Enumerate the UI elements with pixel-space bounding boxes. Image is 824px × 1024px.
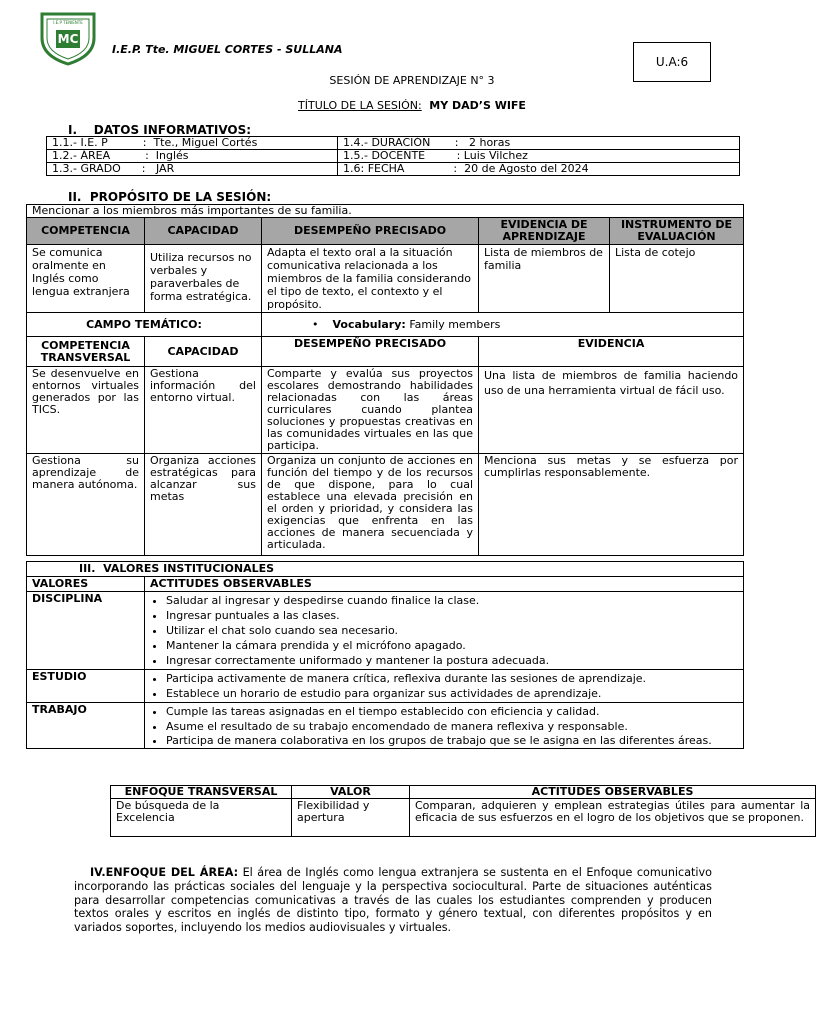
header-capacidad: CAPACIDAD [145,218,262,245]
list-item: • Asume el resultado de su trabajo encomendado de manera reflexiva y responsable. [166,719,738,734]
actitudes-estudio [145,670,744,703]
cell-competencia: Se comunica oralmente en Inglés como lengua extranjera [27,245,145,313]
header-valor: VALOR [292,786,410,799]
datos-row [47,150,740,163]
list-item: • Participa de manera colaborativa en los grupos de trabajo que se le asigna en las diferentes áreas. [166,734,738,747]
cell-evidencia: Lista de miembros de familia [479,245,610,313]
enfoque-cell: Flexibilidad y apertura [292,799,410,837]
school-name: I.E.P. Tte. MIGUEL CORTES - SULLANA [112,43,343,56]
valor-estudio: ESTUDIO [27,670,145,703]
list-item: • Saludar al ingresar y despedirse cuando finalice la clase. [166,593,738,608]
datos-heading: I. DATOS INFORMATIVOS: [68,123,252,137]
header-actitudes: ACTITUDES OBSERVABLES [145,577,744,592]
proposito-heading: II. PROPÓSITO DE LA SESIÓN: [68,190,272,204]
actitudes-disciplina [145,592,744,670]
enfoque-cell: De búsqueda de la Excelencia [111,799,292,837]
datos-cell: 1.4.- DURACIÓN : 2 horas [338,137,740,150]
enfoque-area-heading: IV.ENFOQUE DEL ÁREA: [90,866,239,879]
campo-tematico-value [262,313,744,337]
enfoque-area-text: El área de Inglés como lengua extranjera se sustenta en el Enfoque comunicativo incorporando las prácticas sociales del lenguaje y la perspectiva sociocultural. Parte de situaciones auténticas para desarrollar competencias comunicativas a través de las cuales los estudiantes comprenden y producen textos orales y escritos en inglés de distinto tipo, formato y género textual, con diferentes propósitos y en variados soportes, incluyendo los medios audiovisuales y virtuales. [74,866,713,935]
cell-capacidad: Utiliza recursos no verbales y paraverbales de forma estratégica. [145,245,262,313]
list-item: • Utilizar el chat solo cuando sea necesario. [166,623,738,638]
header-desempeno-2: DESEMPEÑO PRECISADO [262,337,479,367]
list-item: • Mantener la cámara prendida y el micrófono apagado. [166,638,738,653]
trans-cell: Menciona sus metas y se esfuerza por cumplirlas responsablemente. [479,454,744,556]
trans-cell: Una lista de miembros de familia haciendo uso de una herramienta virtual de fácil uso. [479,367,744,454]
header-instrumento: INSTRUMENTO DE EVALUACIÓN [610,218,744,245]
vocab-value: Family members [409,317,501,331]
trans-cell: Organiza un conjunto de acciones en función del tiempo y de los recursos de que dispone, para lo cual establece una elevada precisión en el orden y prioridad, y considera las exigencias que enfrenta en las acciones de manera secuenciada y articulada. [262,454,479,556]
header-enfoque: ENFOQUE TRANSVERSAL [111,786,292,799]
trans-cell: Organiza acciones estratégicas para alcanzar sus metas [145,454,262,556]
proposito-table [26,204,744,556]
valores-heading: III. VALORES INSTITUCIONALES [27,562,744,577]
enfoque-cell: Comparan, adquieren y emplean estrategias útiles para aumentar la eficacia de sus esfuerzos en el logro de los objetivos que se proponen. [410,799,816,837]
trans-cell: Se desenvuelve en entornos virtuales generados por las TICS. [27,367,145,454]
trans-cell: Gestiona su aprendizaje de manera autónoma. [27,454,145,556]
logo-label: I.E.P TENIENTE [53,20,83,25]
valor-disciplina: DISCIPLINA [27,592,145,670]
header-evidencia: EVIDENCIA DE APRENDIZAJE [479,218,610,245]
proposito-intro: Mencionar a los miembros más importantes de su familia. [27,205,744,218]
valores-table [26,561,744,749]
header-actitudes-2: ACTITUDES OBSERVABLES [410,786,816,799]
header-valores: VALORES [27,577,145,592]
logo-monogram: MC [57,32,79,46]
datos-cell: 1.2.- ÁREA : Inglés [47,150,338,163]
cell-instrumento: Lista de cotejo [610,245,744,313]
datos-row [47,137,740,150]
datos-table [46,136,740,176]
enfoque-area [74,866,712,935]
valor-trabajo: TRABAJO [27,703,145,749]
list-item: • Establece un horario de estudio para organizar sus actividades de aprendizaje. [166,686,738,701]
header-capacidad-2: CAPACIDAD [145,337,262,367]
datos-row [47,163,740,176]
actitudes-trabajo [145,703,744,749]
header-comp-transversal: COMPETENCIA TRANSVERSAL [27,337,145,367]
datos-cell: 1.5.- DOCENTE : Luis Vilchez [338,150,740,163]
unit-label: U.A:6 [655,55,689,69]
vocab-label: Vocabulary: [332,317,406,331]
list-item: • Ingresar puntuales a las clases. [166,608,738,623]
trans-cell: Comparte y evalúa sus proyectos escolares demostrando habilidades relacionadas con las áreas curriculares cuando plantea soluciones y propuestas creativas en las comunidades virtuales en las que participa. [262,367,479,454]
session-title-label: TÍTULO DE LA SESIÓN: [298,99,422,112]
datos-cell: 1.3.- GRADO : JAR [47,163,338,176]
datos-cell: 1.1.- I.E. P : Tte., Miguel Cortés [47,137,338,150]
session-title-value: MY DAD’S WIFE [429,99,526,112]
bullet-icon: • [312,317,319,331]
header-evidencia-2: EVIDENCIA [479,337,744,367]
cell-desempeno: Adapta el texto oral a la situación comunicativa relacionada a los miembros de la familia considerando el tipo de texto, el contexto y el propósito. [262,245,479,313]
header-competencia: COMPETENCIA [27,218,145,245]
session-title [0,99,824,112]
enfoque-table-wrap [110,785,810,837]
list-item: • Ingresar correctamente uniformado y mantener la postura adecuada. [166,653,738,668]
list-item: • Cumple las tareas asignadas en el tiempo establecido con eficiencia y calidad. [166,704,738,719]
header-desempeno: DESEMPEÑO PRECISADO [262,218,479,245]
campo-tematico-label: CAMPO TEMÁTICO: [27,313,262,337]
trans-cell: Gestiona información del entorno virtual. [145,367,262,454]
datos-cell: 1.6: FECHA : 20 de Agosto del 2024 [338,163,740,176]
list-item: • Participa activamente de manera crítica, reflexiva durante las sesiones de aprendizaje. [166,671,738,686]
enfoque-table [110,785,816,837]
school-logo [36,10,100,66]
session-number: SESIÓN DE APRENDIZAJE N° 3 [329,74,495,87]
